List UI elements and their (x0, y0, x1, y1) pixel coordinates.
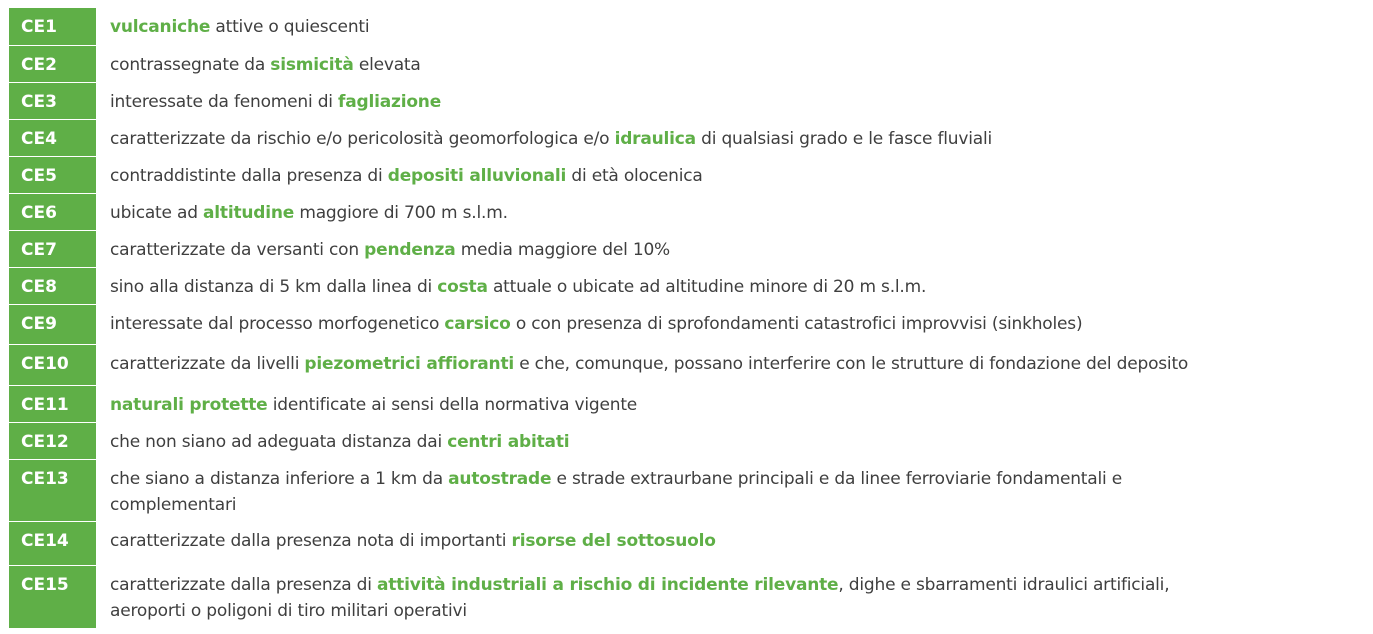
criteria-code (9, 46, 96, 82)
criteria-description (96, 566, 1169, 628)
description-line (110, 311, 1082, 337)
criteria-description (96, 522, 716, 565)
criteria-description (96, 83, 441, 119)
criteria-code (9, 157, 96, 193)
description-text: attuale o ubicate ad altitudine minore di 20 m s.l.m. (487, 277, 927, 297)
criteria-code (9, 460, 96, 521)
criteria-code (9, 231, 96, 267)
criteria-code-label: CE9 (21, 314, 57, 334)
description-line (110, 126, 992, 152)
criteria-row (9, 268, 1373, 304)
criteria-description (96, 268, 926, 304)
criteria-code-label: CE5 (21, 166, 57, 186)
description-line (110, 163, 703, 189)
description-line (110, 200, 508, 226)
criteria-code (9, 566, 96, 628)
criteria-description (96, 46, 421, 82)
highlight-keyword: risorse del sottosuolo (511, 531, 716, 551)
criteria-row (9, 305, 1373, 344)
criteria-row (9, 522, 1373, 565)
criteria-row (9, 83, 1373, 119)
criteria-code (9, 8, 96, 45)
criteria-code (9, 305, 96, 344)
description-text: che non siano ad adeguata distanza dai (110, 432, 448, 452)
criteria-description (96, 120, 992, 156)
criteria-row (9, 386, 1373, 422)
description-text: o con presenza di sprofondamenti catastrofici improvvisi (sinkholes) (510, 314, 1083, 334)
criteria-row (9, 46, 1373, 82)
highlight-keyword: sismicità (270, 55, 354, 75)
description-line (110, 429, 569, 455)
highlight-keyword: centri abitati (447, 432, 570, 452)
criteria-description (96, 231, 670, 267)
criteria-code-label: CE2 (21, 55, 57, 75)
criteria-code-label: CE6 (21, 203, 57, 223)
criteria-description (96, 305, 1082, 344)
highlight-keyword: fagliazione (338, 92, 442, 112)
description-text: contraddistinte dalla presenza di (110, 166, 388, 186)
description-line (110, 52, 421, 78)
description-text: e che, comunque, possano interferire con le strutture di fondazione del deposito (514, 354, 1189, 374)
description-line (110, 392, 637, 418)
highlight-keyword: carsico (444, 314, 511, 334)
description-text: interessate dal processo morfogenetico (110, 314, 445, 334)
criteria-code-label: CE1 (21, 17, 57, 37)
description-text: caratterizzate da rischio e/o pericolosità geomorfologica e/o (110, 129, 615, 149)
description-line (110, 572, 1169, 598)
criteria-code-label: CE14 (21, 531, 69, 551)
criteria-row (9, 566, 1373, 628)
description-line (110, 598, 1169, 624)
description-text: , dighe e sbarramenti idraulici artificiali, (838, 575, 1170, 595)
criteria-code-label: CE12 (21, 432, 69, 452)
description-line (110, 351, 1188, 377)
highlight-keyword: altitudine (203, 203, 295, 223)
criteria-description (96, 157, 703, 193)
criteria-row (9, 231, 1373, 267)
description-text: ubicate ad (110, 203, 203, 223)
description-line (110, 466, 1122, 492)
highlight-keyword: naturali protette (110, 395, 268, 415)
criteria-code (9, 268, 96, 304)
description-text: caratterizzate dalla presenza nota di importanti (110, 531, 512, 551)
highlight-keyword: piezometrici affioranti (304, 354, 515, 374)
description-text: di qualsiasi grado e le fasce fluviali (695, 129, 992, 149)
criteria-code (9, 120, 96, 156)
criteria-row (9, 345, 1373, 385)
description-text: di età olocenica (566, 166, 703, 186)
highlight-keyword: costa (437, 277, 488, 297)
description-text: attive o quiescenti (210, 17, 370, 37)
criteria-code (9, 522, 96, 565)
highlight-keyword: attività industriali a rischio di incidente rilevante (376, 575, 839, 595)
criteria-description (96, 423, 569, 459)
criteria-description (96, 460, 1122, 521)
description-text: maggiore di 700 m s.l.m. (294, 203, 508, 223)
description-line (110, 237, 670, 263)
criteria-row (9, 157, 1373, 193)
criteria-code-label: CE15 (21, 575, 69, 595)
criteria-description (96, 386, 637, 422)
description-text: caratterizzate da versanti con (110, 240, 365, 260)
description-line (110, 14, 369, 40)
criteria-code (9, 386, 96, 422)
criteria-row (9, 194, 1373, 230)
criteria-code-label: CE8 (21, 277, 57, 297)
criteria-description (96, 194, 508, 230)
description-line (110, 274, 926, 300)
criteria-code (9, 345, 96, 385)
criteria-description (96, 345, 1188, 385)
highlight-keyword: idraulica (614, 129, 696, 149)
criteria-code-label: CE11 (21, 395, 69, 415)
description-text: identificate ai sensi della normativa vigente (267, 395, 638, 415)
criteria-row (9, 460, 1373, 521)
criteria-code (9, 83, 96, 119)
highlight-keyword: depositi alluvionali (387, 166, 567, 186)
criteria-row (9, 423, 1373, 459)
criteria-row (9, 8, 1373, 45)
description-text: media maggiore del 10% (455, 240, 671, 260)
description-text: elevata (353, 55, 421, 75)
criteria-code-label: CE4 (21, 129, 57, 149)
description-text: caratterizzate dalla presenza di (110, 575, 377, 595)
description-line (110, 492, 1122, 518)
description-text: contrassegnate da (110, 55, 271, 75)
description-text: interessate da fenomeni di (110, 92, 339, 112)
description-text: sino alla distanza di 5 km dalla linea di (110, 277, 438, 297)
criteria-code (9, 194, 96, 230)
description-text: complementari (110, 495, 237, 515)
criteria-code-label: CE10 (21, 354, 69, 374)
description-line (110, 89, 441, 115)
highlight-keyword: autostrade (448, 469, 552, 489)
description-text: caratterizzate da livelli (110, 354, 305, 374)
criteria-code-label: CE7 (21, 240, 57, 260)
description-text: e strade extraurbane principali e da linee ferroviarie fondamentali e (551, 469, 1123, 489)
highlight-keyword: pendenza (364, 240, 456, 260)
criteria-row (9, 120, 1373, 156)
criteria-code (9, 423, 96, 459)
description-text: che siano a distanza inferiore a 1 km da (110, 469, 449, 489)
criteria-code-label: CE13 (21, 469, 69, 489)
highlight-keyword: vulcaniche (110, 17, 211, 37)
criteria-code-label: CE3 (21, 92, 57, 112)
description-text: aeroporti o poligoni di tiro militari operativi (110, 601, 467, 621)
description-line (110, 528, 716, 554)
criteria-description (96, 8, 369, 45)
